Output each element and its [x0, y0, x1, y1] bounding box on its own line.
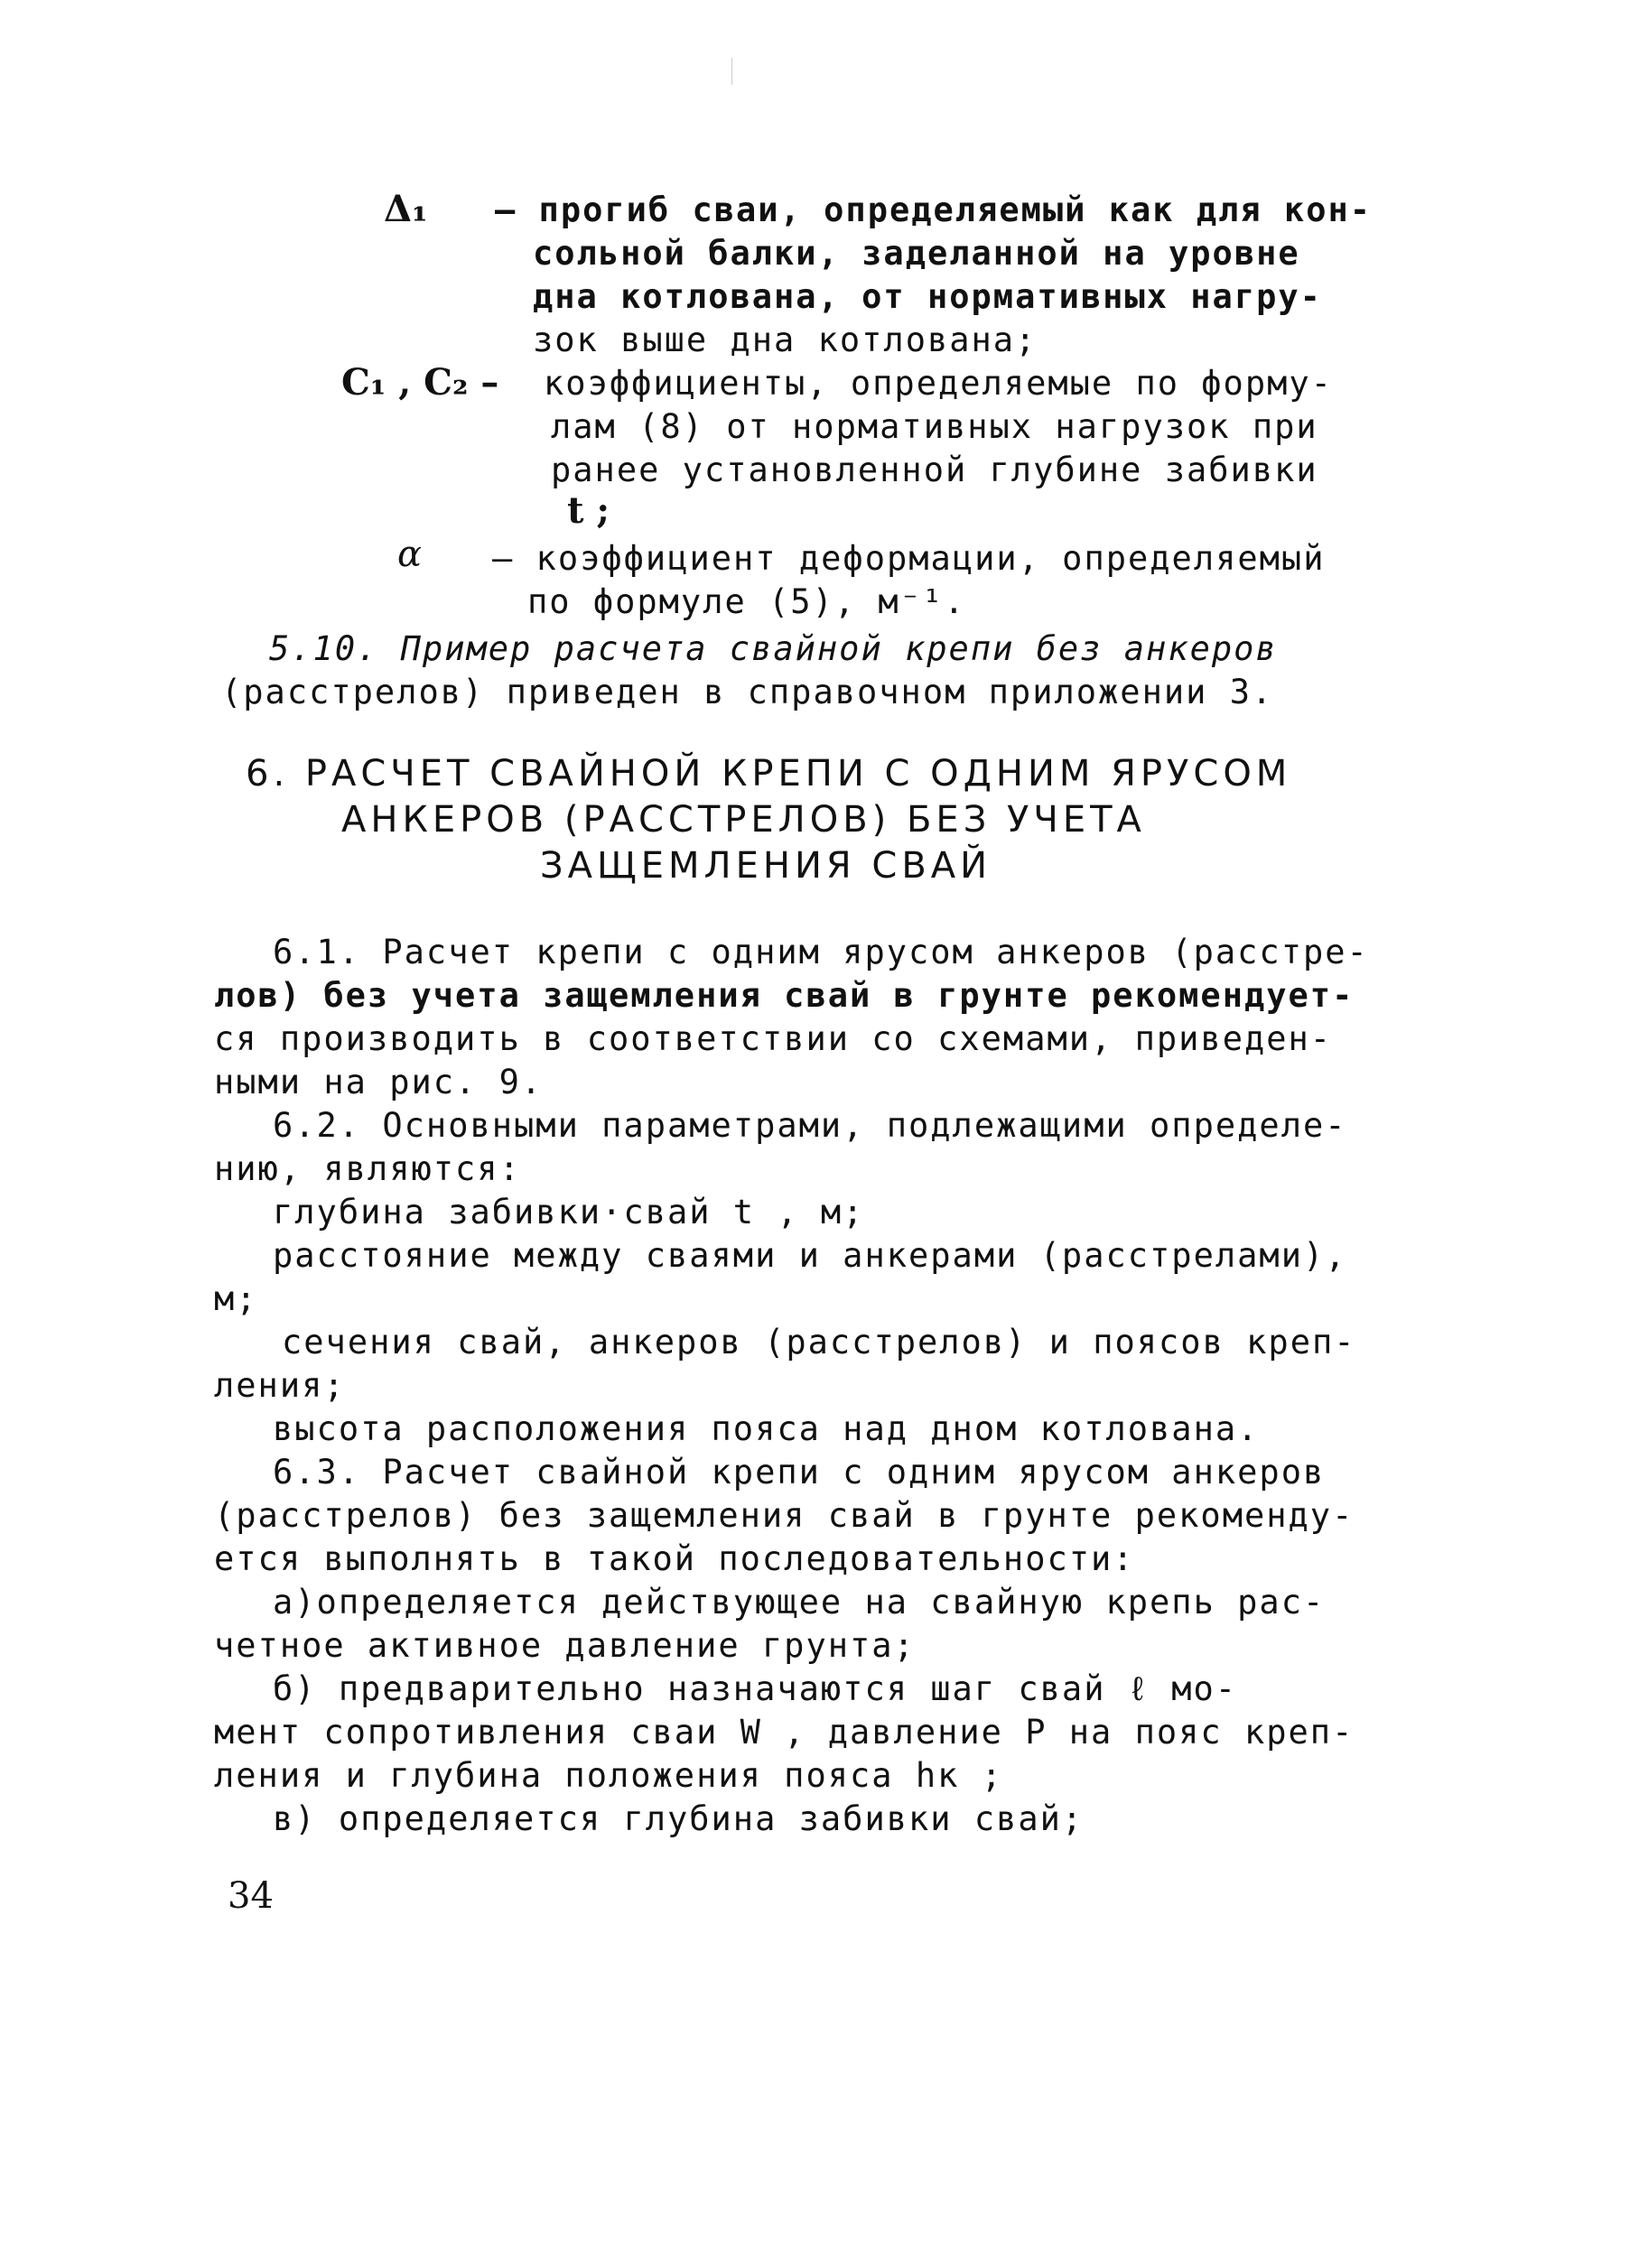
symbol-delta1: Δ₁	[384, 188, 428, 230]
def-line: зок выше дна котлована;	[533, 321, 1038, 359]
body-line: в) определяется глубина забивки свай;	[273, 1799, 1085, 1838]
body-line: ления;	[214, 1366, 346, 1405]
section-heading: АНКЕРОВ (РАССТРЕЛОВ) БЕЗ УЧЕТА	[341, 799, 1146, 841]
def-line: лам (8) от нормативных нагрузок при	[551, 407, 1318, 446]
symbol-c1-c2: C₁ , C₂ –	[341, 361, 499, 404]
body-line: расстояние между сваями и анкерами (расстрелами),	[273, 1236, 1347, 1275]
body-line: нию, являются:	[214, 1149, 521, 1188]
body-line: а)определяется действующее на свайную крепь рас-	[273, 1583, 1326, 1622]
body-line: 6.1. Расчет крепи с одним ярусом анкеров (расстре-	[273, 933, 1369, 971]
body-line: м;	[214, 1279, 258, 1318]
body-line: ется выполнять в такой последовательности:	[214, 1539, 1135, 1578]
body-line: б) предварительно назначаются шаг свай ℓ мо-	[273, 1669, 1238, 1708]
def-line: ранее установленной глубине забивки	[551, 451, 1318, 489]
section-heading: ЗАЩЕМЛЕНИЯ СВАЙ	[540, 845, 992, 887]
section-heading: 6. РАСЧЕТ СВАЙНОЙ КРЕПИ С ОДНИМ ЯРУСОМ	[246, 753, 1292, 795]
body-line: мент сопротивления сваи W , давление P на пояс креп-	[214, 1713, 1355, 1752]
body-line: ления и глубина положения пояса hк ;	[214, 1756, 1003, 1795]
symbol-alpha: α	[397, 534, 423, 575]
paragraph-5-10: 5.10. Пример расчета свайной крепи без анкеров	[269, 629, 1278, 668]
scan-mark	[731, 58, 732, 85]
body-line: высота расположения пояса над дном котлована.	[273, 1409, 1260, 1448]
def-line: сольной балки, заделанной на уровне	[533, 234, 1300, 273]
body-line: четное активное давление грунта;	[214, 1626, 916, 1665]
body-line: глубина забивки·свай t , м;	[273, 1193, 865, 1232]
page-number: 34	[228, 1875, 274, 1917]
body-line: ся производить в соответствии со схемами, приведен-	[214, 1019, 1333, 1058]
def-line: – прогиб сваи, определяемый как для кон-	[495, 191, 1373, 229]
def-line: коэффициенты, определяемые по форму-	[544, 364, 1333, 403]
body-line: 6.3. Расчет свайной крепи с одним ярусом анкеров	[273, 1453, 1326, 1492]
def-line: t ;	[567, 489, 610, 532]
def-line: по формуле (5), м⁻¹.	[527, 582, 966, 621]
body-line: ными на рис. 9.	[214, 1063, 544, 1101]
def-line: – коэффициент деформации, определяемый	[492, 539, 1326, 578]
def-line: дна котлована, от нормативных нагру-	[533, 277, 1322, 316]
body-line: лов) без учета защемления свай в грунте рекомендует-	[214, 976, 1355, 1015]
paragraph-5-10: (расстрелов) приведен в справочном приложении 3.	[221, 673, 1274, 711]
body-line: (расстрелов) без защемления свай в грунте рекоменду-	[214, 1496, 1355, 1535]
body-line: сечения свай, анкеров (расстрелов) и поясов креп-	[282, 1323, 1356, 1362]
body-line: 6.2. Основными параметрами, подлежащими определе-	[273, 1106, 1347, 1145]
